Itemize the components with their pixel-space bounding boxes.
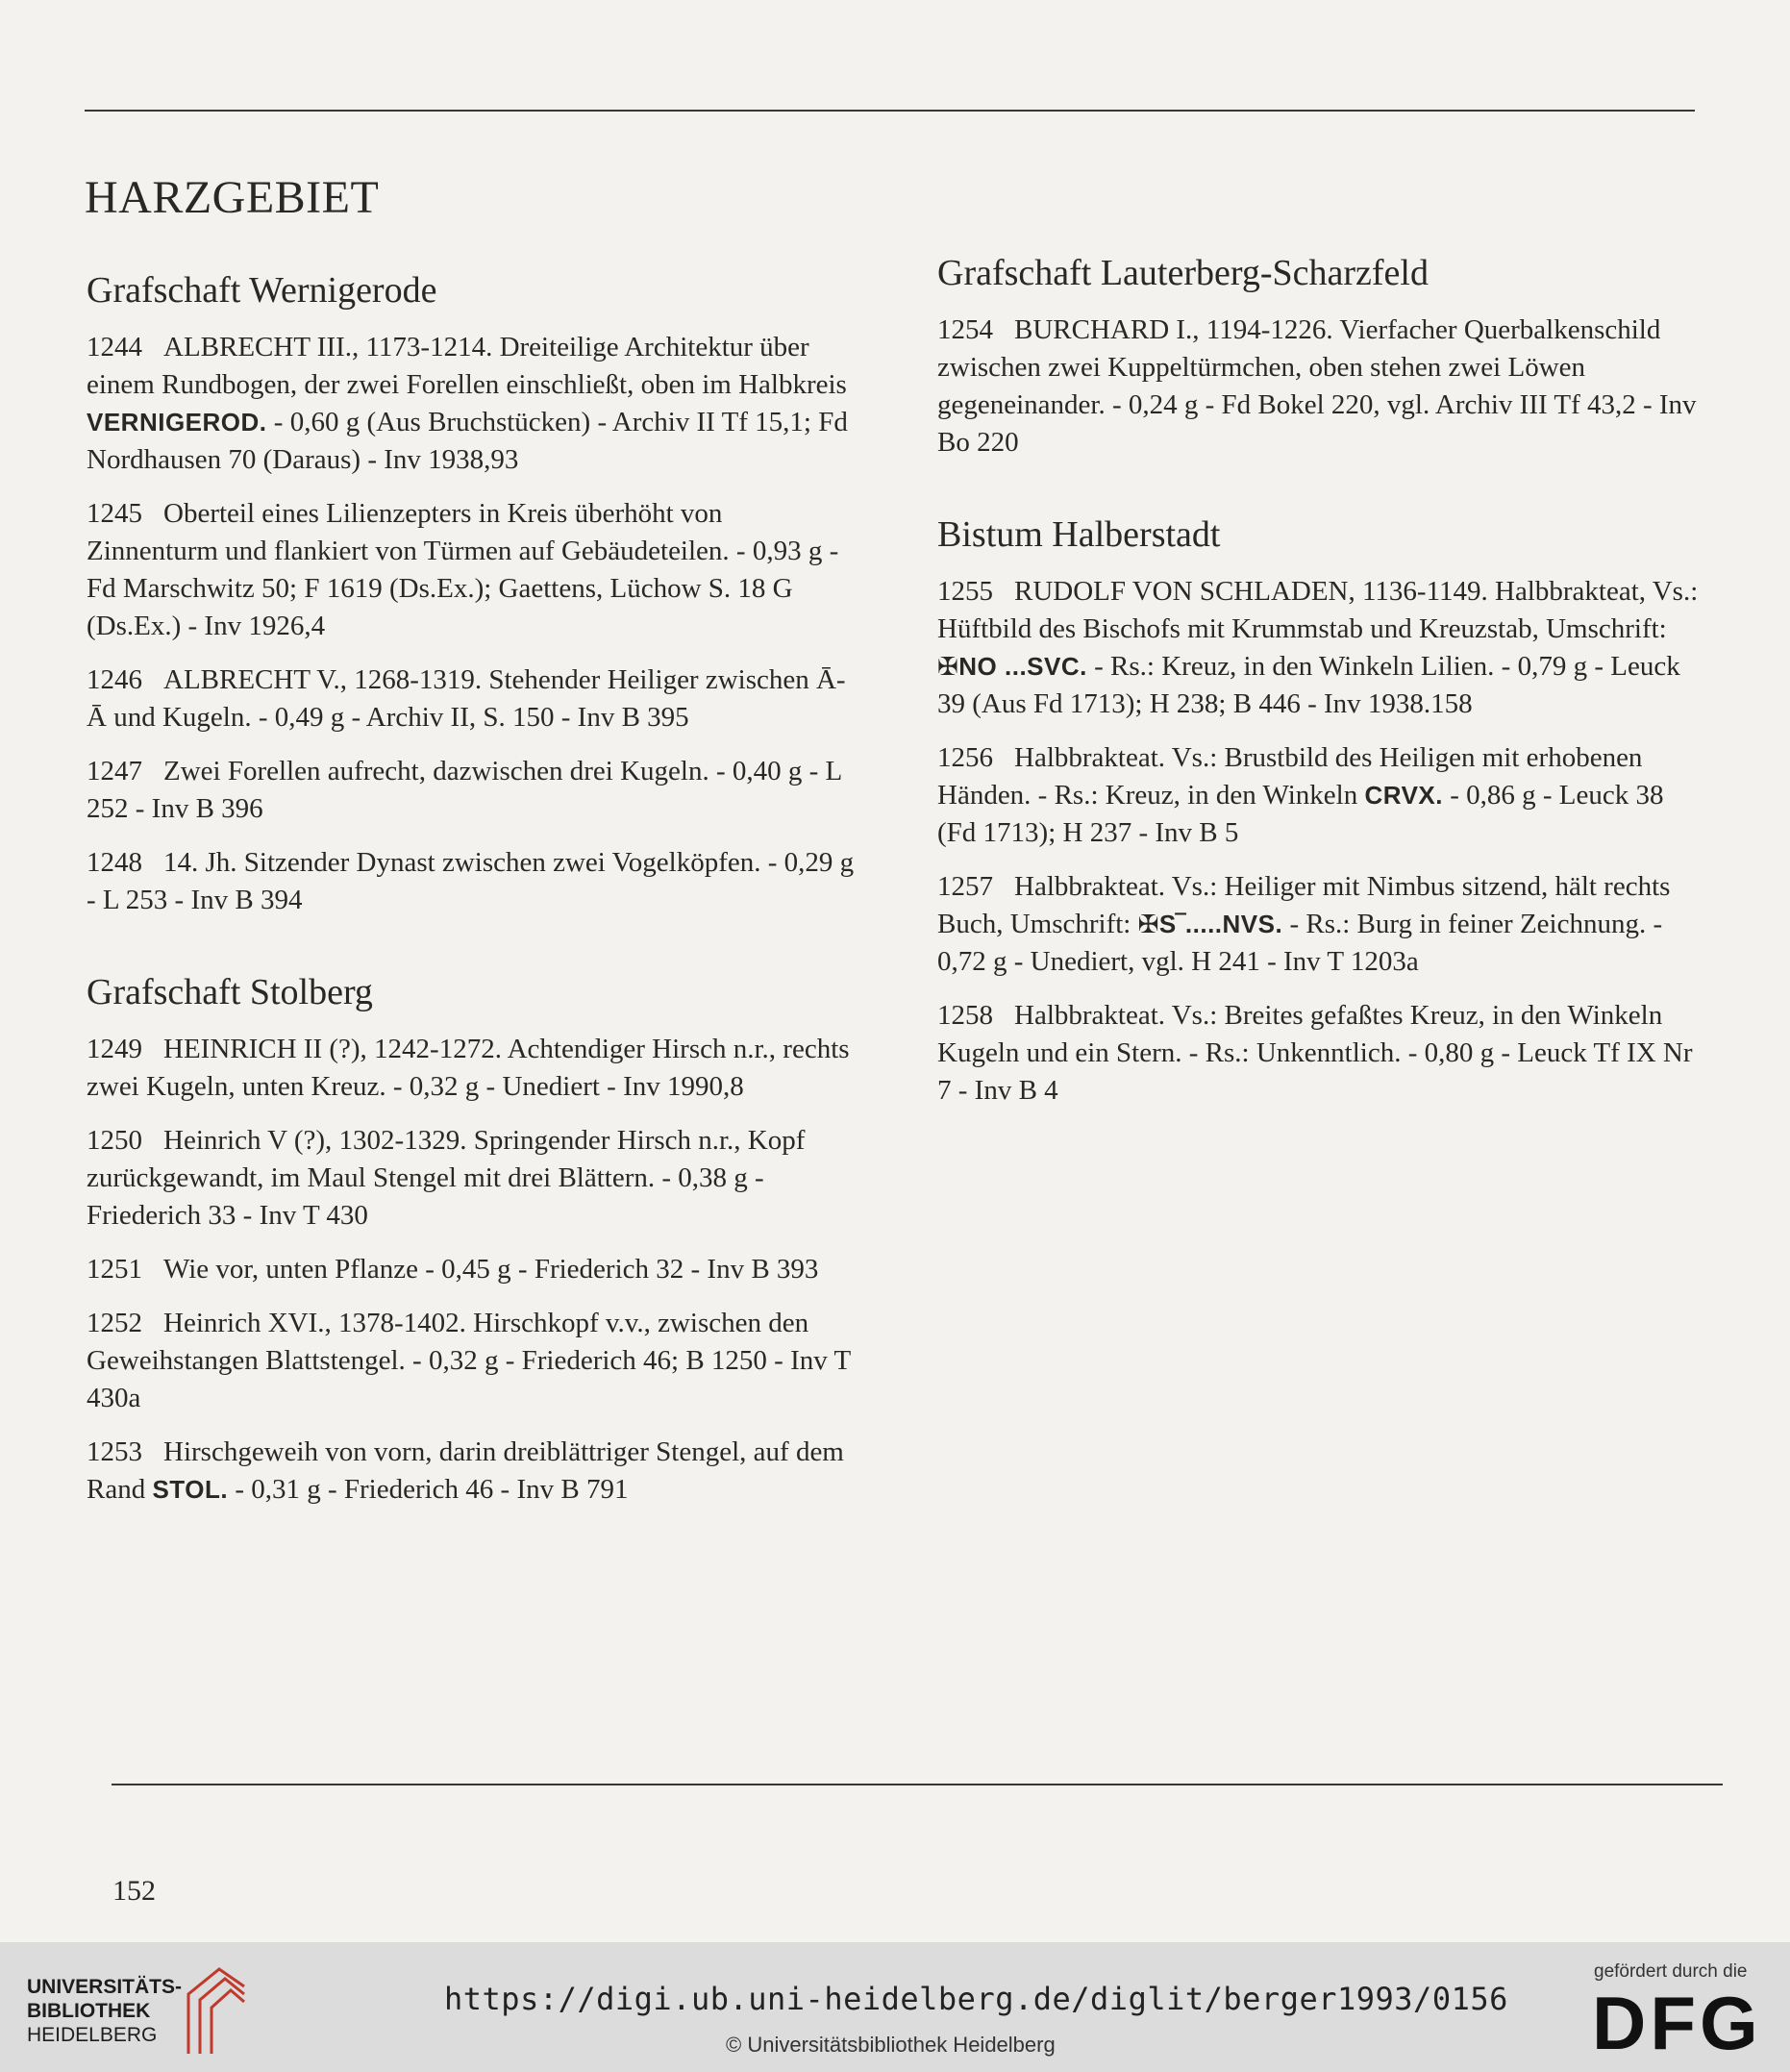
library-name-line3: HEIDELBERG — [27, 2024, 158, 2046]
group-heading: Grafschaft Wernigerode — [87, 270, 437, 311]
entry-text-cont: - Rs.: Kreuz, in den Winkeln Lilien. - 0,79 g - Leuck 39 (Aus Fd 1713); H 238; B 446 - Inv 1938.158 — [937, 651, 1680, 719]
entry-text: Halbbrakteat. Vs.: Heiliger mit Nimbus sitzend, hält rechts Buch, Umschrift: — [937, 871, 1671, 939]
entry-text: Wie vor, unten Pflanze - 0,45 g - Friederich 32 - Inv B 393 — [163, 1254, 819, 1285]
catalog-entry — [937, 868, 1706, 981]
entry-number: 1256 — [937, 742, 993, 773]
top-rule — [85, 110, 1695, 112]
right-column — [937, 252, 1706, 1126]
viewer-footer — [0, 1942, 1790, 2072]
catalog-entry — [87, 495, 856, 645]
catalog-entry — [87, 1031, 856, 1106]
coin-legend: ✠S‾.....NVS. — [1137, 910, 1283, 938]
entry-text: Heinrich XVI., 1378-1402. Hirschkopf v.v., zwischen den Geweihstangen Blattstengel. - 0,32 g - Friederich 46; B 1250 - Inv T 430a — [87, 1308, 851, 1413]
page-number: 152 — [112, 1875, 156, 1907]
funding-caption: gefördert durch die — [1594, 1961, 1748, 1982]
entry-number: 1248 — [87, 847, 142, 878]
entry-text-cont: - Rs.: Burg in feiner Zeichnung. - 0,72 g - Unediert, vgl. H 241 - Inv T 1203a — [937, 909, 1663, 977]
entry-text: ALBRECHT III., 1173-1214. Dreiteilige Architektur über einem Rundbogen, der zwei Forellen einschließt, oben im Halbkreis — [87, 332, 847, 400]
catalog-entry — [87, 1434, 856, 1509]
group-heading: Bistum Halberstadt — [937, 514, 1221, 555]
entry-text: Halbbrakteat. Vs.: Brustbild des Heiligen mit erhobenen Händen. - Rs.: Kreuz, in den Winkeln — [937, 742, 1643, 811]
entry-number: 1253 — [87, 1436, 142, 1467]
document-url[interactable]: https://digi.ub.uni-heidelberg.de/diglit/berger1993/0156 — [444, 1981, 1508, 2017]
entry-number: 1258 — [937, 1000, 993, 1031]
catalog-entry — [87, 1305, 856, 1417]
group-halberstadt — [937, 513, 1706, 1110]
group-lauterberg — [937, 252, 1706, 462]
entry-text: HEINRICH II (?), 1242-1272. Achtendiger Hirsch n.r., rechts zwei Kugeln, unten Kreuz. - 0,32 g - Unediert - Inv 1990,8 — [87, 1034, 850, 1102]
entry-text: Zwei Forellen aufrecht, dazwischen drei Kugeln. - 0,40 g - L 252 - Inv B 396 — [87, 756, 842, 824]
catalog-entry — [87, 844, 856, 919]
entry-text: Halbbrakteat. Vs.: Breites gefaßtes Kreuz, in den Winkeln Kugeln und ein Stern. - Rs.: Unkenntlich. - 0,80 g - Leuck Tf IX Nr 7 - Inv B 4 — [937, 1000, 1693, 1106]
library-emblem-icon — [181, 1961, 250, 2058]
bottom-rule — [112, 1784, 1723, 1785]
catalog-entry — [87, 753, 856, 828]
coin-legend: VERNIGEROD. — [87, 408, 267, 437]
entry-text: BURCHARD I., 1194-1226. Vierfacher Querbalkenschild zwischen zwei Kuppeltürmchen, oben stehen zwei Löwen gegeneinander. - 0,24 g - Fd Bokel 220, vgl. Archiv III Tf 43,2 - Inv Bo 220 — [937, 314, 1697, 458]
entry-text: Oberteil eines Lilienzepters in Kreis überhöht von Zinnenturm und flankiert von Türmen auf Gebäudeteilen. - 0,93 g - Fd Marschwitz 50; F 1619 (Ds.Ex.); Gaettens, Lüchow S. 18 G (Ds.Ex.) - Inv 1926,4 — [87, 498, 839, 641]
catalog-entry — [87, 662, 856, 736]
left-column — [87, 269, 856, 1525]
entry-text-cont: - 0,31 g - Friederich 46 - Inv B 791 — [228, 1474, 629, 1505]
entry-number: 1245 — [87, 498, 142, 529]
entry-number: 1244 — [87, 332, 142, 362]
entry-number: 1254 — [937, 314, 993, 345]
dfg-logo[interactable]: DFG — [1592, 1981, 1762, 2065]
group-heading: Grafschaft Lauterberg-Scharzfeld — [937, 253, 1429, 293]
entry-text: Hirschgeweih von vorn, darin dreiblättriger Stengel, auf dem Rand — [87, 1436, 844, 1505]
section-title: HARZGEBIET — [85, 172, 380, 223]
group-heading: Grafschaft Stolberg — [87, 972, 373, 1012]
entry-number: 1255 — [937, 576, 993, 607]
library-name-line2: BIBLIOTHEK — [27, 2000, 151, 2022]
entry-text: ALBRECHT V., 1268-1319. Stehender Heiliger zwischen Ā-Ā und Kugeln. - 0,49 g - Archiv II, S. 150 - Inv B 395 — [87, 664, 846, 733]
copyright-notice: © Universitätsbibliothek Heidelberg — [726, 2033, 1056, 2057]
catalog-entry — [937, 573, 1706, 723]
coin-legend: ✠NO ...SVC. — [937, 652, 1087, 681]
coin-legend: CRVX. — [1364, 781, 1443, 810]
entry-text: RUDOLF VON SCHLADEN, 1136-1149. Halbbrakteat, Vs.: Hüftbild des Bischofs mit Krummstab und Kreuzstab, Umschrift: — [937, 576, 1699, 644]
entry-number: 1250 — [87, 1125, 142, 1156]
catalog-entry — [87, 1122, 856, 1235]
group-stolberg — [87, 971, 856, 1509]
entry-number: 1249 — [87, 1034, 142, 1064]
catalog-entry — [937, 997, 1706, 1110]
entry-number: 1251 — [87, 1254, 142, 1285]
entry-number: 1247 — [87, 756, 142, 786]
catalog-entry — [87, 329, 856, 479]
entry-text-cont: - 0,60 g (Aus Bruchstücken) - Archiv II Tf 15,1; Fd Nordhausen 70 (Daraus) - Inv 1938,93 — [87, 407, 848, 475]
library-name-line1: UNIVERSITÄTS- — [27, 1976, 183, 1998]
coin-legend: STOL. — [152, 1475, 229, 1504]
catalog-entry — [937, 312, 1706, 462]
catalog-entry — [87, 1251, 856, 1288]
entry-text-cont: - 0,86 g - Leuck 38 (Fd 1713); H 237 - Inv B 5 — [937, 780, 1664, 848]
entry-number: 1252 — [87, 1308, 142, 1338]
library-logo[interactable] — [27, 1975, 182, 2047]
entry-number: 1246 — [87, 664, 142, 695]
entry-text: Heinrich V (?), 1302-1329. Springender Hirsch n.r., Kopf zurückgewandt, im Maul Stengel mit drei Blättern. - 0,38 g - Friederich 33 - Inv T 430 — [87, 1125, 806, 1231]
entry-text: 14. Jh. Sitzender Dynast zwischen zwei Vogelköpfen. - 0,29 g - L 253 - Inv B 394 — [87, 847, 855, 915]
group-wernigerode — [87, 269, 856, 919]
entry-number: 1257 — [937, 871, 993, 902]
catalog-entry — [937, 739, 1706, 852]
